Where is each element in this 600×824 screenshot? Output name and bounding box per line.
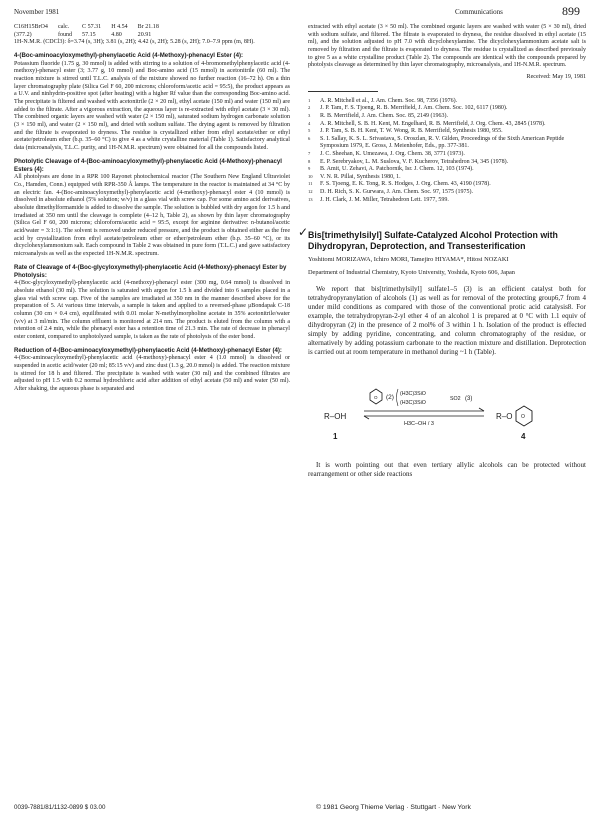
reference-text: B. Amit, U. Zehavi, A. Patchornik, Isr. J. Chem. 12, 103 (1974). [320, 166, 474, 173]
footer-code: 0039-7881/81/1132-0899 $ 03.00 [14, 804, 106, 811]
reference-number: 12 [308, 188, 313, 194]
article-abstract: We report that bis[trimethylsilyl] sulfate1–5 (3) is an efficient catalyst both for tetrahydropyranylation of alcohols (1) as well as for removal of the protecting group6,7 from 4 under mild conditions as compared with those of the conventional protic acid catalysis8. For example, the tetrahydropyran-2-yl ether 4 of an alcohol 1 is prepared at 0 °C with 1.1 equiv of dihydropyran (2) in the presence of 2 mol% of 3 within 1 h. Isolation of the product is effected simply by adding pyridine, concentrating, and column chromatography of the residue, or alternatively by adding potassium carbonate to the reaction mixture and distillation. Deprotection is carried out at room temperature in methanol during ~1 h (Table). [308, 285, 586, 357]
reference-text: F. S. Tjoeng, E. K. Tong, R. S. Hodges, J. Org. Chem. 43, 4190 (1978). [320, 181, 491, 188]
reference-text: J. P. Tam, S. B. H. Kent, T. W. Wong, R. B. Merrifield, Synthesis 1980, 955. [320, 128, 503, 135]
continued-text: extracted with ethyl acetate (3 × 50 ml). The combined organic layers are washed with water (5 × 30 ml), dried with sodium sulfate, and filtered. The filtrate is evaporated to dryness, the residue dissolved in ethyl acetate (15 ml), and the solution adjusted to pH 7.0 with dicyclohexylamine. The dicyclohexylammonium acetate salt is removed by filtration and the filtrate is evaporated to dryness. The residue is crystallized as described previously to give 5 as a white crystalline product (Table 2). The compounds are identical with the compounds prepared by photolysis cleavage as determined by thin layer chromatography, microanalysis, and 1H-N.M.R. spectrum. [308, 24, 586, 69]
analysis-calc-br: Br 21.18 [137, 24, 159, 30]
reference-text: A. R. Mitchell, S. B. H. Kent, M. Engelhard, R. B. Merrifield, J. Org. Chem. 43, 2845 (1978). [320, 120, 546, 127]
reference-text: R. B. Merrifield, J. Am. Chem. Soc. 85, 2149 (1963). [320, 113, 448, 119]
section-title-rate: Rate of Cleavage of 4-(Boc-glycyloxymethyl)-phenylacetic Acid (4-Methoxy)-phenacyl Ester by Photolysis: [14, 263, 287, 279]
reference-number: 9 [308, 166, 311, 172]
header-page-number: 899 [562, 4, 580, 18]
analysis-mw: (377.2) [14, 31, 32, 38]
scheme-so2: SO2 [450, 396, 461, 403]
references-rule [308, 91, 378, 92]
reaction-scheme-svg [308, 361, 586, 457]
scheme-silyl-top: (H3C)3SiO [400, 391, 426, 398]
article-authors: Yoshitomi MORIZAWA, Ichiro MORI, Tamejiro HIYAMA*, Hitosi NOZAKI [308, 255, 509, 263]
analysis-found-br: 20.91 [137, 31, 152, 38]
article-title-text: Bis[trimethylsilyl] Sulfate-Catalyzed Alcohol Protection with Dihydropyran, Deprotection, and Transesterification [308, 230, 558, 251]
analysis-found-h: 4.80 [111, 31, 122, 38]
footer-publisher: © 1981 Georg Thieme Verlag · Stuttgart · New York [316, 804, 471, 811]
analysis-calc-label: calc. [57, 24, 70, 30]
header-date: November 1981 [14, 8, 60, 16]
reference-item [308, 181, 586, 189]
section-body-reduction: 4-(Boc-aminoacyloxymethyl)-phenylacetic acid (4-methoxy)-phenacyl ester 4 (1.0 mmol) is dissolved or suspended in acetic acid/water (20 ml; 85:15 v/v) and zinc dust (1.3 g, 20.0 mmol) is added. The reaction mixture is stirred for 18 h and filtered. The precipitate is washed with water (30 ml) and the combined filtrates are adjusted to pH 1.5 with 0.2 normal hydrochloric acid after addition of ethyl acetate (50 ml) and water (50 ml). After shaking, the aqueous phase is separated and [14, 355, 290, 393]
reference-number: 6 [308, 135, 311, 141]
checkmark-icon: ✓ [298, 225, 309, 240]
product-ring-oxygen: O [521, 414, 525, 421]
scheme-reverse-conditions: H3C–OH / 3 [404, 421, 434, 428]
left-column [14, 24, 290, 394]
reference-text: J. C. Sheehan, K. Umezawa, J. Org. Chem. 38, 3771 (1973). [320, 150, 465, 157]
section-title-photolysis: Photolytic Cleavage of 4-(Boc-aminoacyloxymethyl)-phenylacetic Acid (4-Methoxy)-phenacyl Esters (4): [14, 157, 282, 173]
reference-list [308, 98, 586, 204]
received-date: Received: May 19, 1981 [526, 74, 586, 81]
reference-item [308, 189, 586, 197]
reference-text: D. H. Rich, S. K. Gurwara, J. Am. Chem. Soc. 97, 1575 (1975). [320, 188, 473, 195]
reference-number: 1 [308, 97, 311, 103]
reference-number: 3 [308, 113, 311, 118]
scheme-reagent-2: (2) [386, 394, 394, 402]
reference-item [308, 136, 586, 151]
section-title-reduction: Reduction of 4-(Boc-aminoacyloxymethyl)-phenylacetic Acid (4-Methoxy)-phenacyl Ester (4): [14, 346, 282, 354]
section-body-photolysis: All photolyses are done in a RPR 100 Rayonet photochemical reactor (The Southern New England Ultraviolet Co., Hamden, Conn.) equipped with RPR-350 Å lamps. The temperature in the reactor is maintained at 34 °C by an electric fan. 4-(Boc-aminoacyloxymethyl)-phenylacetic acid (4-methoxy)-phenacyl ester 4 (10 mmol) is dissolved in absolute ethanol (5% solution; w/v) in a glass vial with screw cap. For some amino acid derivatives, absolute dimethylformamide is added to dissolve the sample. The solution is bubbled with dry argon for 1.5 h and irradiated at 350 nm until the cleavage is complete (4–12 h, Table 2), as shown by thin layer chromatography (Silica Gel F 60, 200 microns; chloroform/acetic acid = 95:5, except for arginine derivative: n-butanol/acetic acid/water = 3:1:1). The solvent is removed under reduced pressure, and the product is obtained either as the free acid by crystallization from ethyl acetate/petroleum ether or ether/petroleum ether (b.p. 35–60 °C), or its dicyclohexylammonium salt. Each compound in Table 2 was obtained in pure form (T.L.C.) and gave satisfactory microanalysis as well as the expected 1H-N.M.R. spectrum. [14, 174, 290, 258]
section-title-synthesis: 4-(Boc-aminoacyloxymethyl)-phenylacetic Acid (4-Methoxy)-phenacyl Ester (4): [14, 51, 244, 59]
reference-number: 5 [308, 128, 311, 134]
scheme-product-number: 4 [521, 432, 526, 442]
reference-item [308, 151, 586, 159]
analysis-found-c: 57.15 [82, 31, 96, 38]
reference-number: 7 [308, 150, 311, 156]
bracket-left [397, 389, 399, 406]
analysis-formula: C16H15BrO4 [14, 24, 48, 30]
reverse-arrowhead [364, 416, 369, 419]
reference-item [308, 128, 586, 136]
scheme-silyl-bottom: (H3C)3SiO [400, 400, 426, 407]
elemental-analysis [14, 24, 169, 39]
section-body-synthesis: Potassium fluoride (1.75 g, 30 mmol) is added with stirring to a solution of 4-bromomethylphenylacetic acid (4-methoxy)-phenacyl ester (3; 3.77 g, 10 mmol) and Boc-amino acid (15 mmol) in acetonitrile (60 ml). The reaction mixture is stirred until T.L.C. analysis of the mixture showed no further reaction (16–72 h). On a thin layer chromatography plate (Silica Gel F 60, 200 microns; chloroform/acetic acid = 95:5), the product appears as a U.V. and ninhydrin-positive spot (after heating) with a higher Rf value than the corresponding Boc-amino acid. The precipitate is filtered and washed with acetonitrile (2 × 20 ml), ethyl acetate (150 ml) and water (150 ml) are added to the filtrate. After a vigorous extraction, the aqueous layer is re-extracted with ethyl acetate (3 × 30 ml). The combined organic layers are washed with water (2 × 150 ml), saturated sodium hydrogen carbonate solution (3 × 150 ml), and water (2 × 150 ml), and dried with sodium sulfate. The drying agent is removed by filtration and the filtrate is evaporated to dryness. The residue is crystallized either from ethyl acetate/ether or ethyl acetate/petroleum ether (b.p. 35–60 °C) to give 4 as a white crystalline material (Table 1). Satisfactory analytical data (microanalysis, T.L.C. purity, and 1H-N.M.R. spectrum) were obtained for all the compounds listed. [14, 60, 290, 152]
reference-text: A. R. Mitchell et al., J. Am. Chem. Soc. 98, 7356 (1976). [320, 97, 458, 104]
reference-text: J. P. Tam, F. S. Tjoeng, R. B. Merrifield, J. Am. Chem. Soc. 102, 6117 (1980). [320, 105, 508, 112]
analysis-calc-c: C 57.31 [82, 24, 102, 30]
nmr-data: 1H-N.M.R. (CDCl3): δ=3.74 (s, 3H); 3.81 (s, 2H); 4.42 (s, 2H); 5.28 (s, 2H); 7.0–7.9 ppm (m, 8H). [14, 39, 255, 46]
reference-number: 4 [308, 120, 311, 126]
reference-number: 8 [308, 158, 311, 164]
reference-item [308, 105, 586, 113]
article-title [298, 225, 586, 251]
scheme-product: R–O [496, 412, 513, 422]
reference-number: 11 [308, 181, 313, 187]
right-column [298, 24, 586, 479]
scheme-reagent-3: (3) [465, 396, 473, 403]
forward-arrowhead [479, 408, 484, 411]
reference-text: J. H. Clark, J. M. Miller, Tetrahedron Lett. 1977, 599. [320, 196, 449, 203]
scheme-reactant-number: 1 [333, 432, 338, 442]
reference-text: V. N. R. Pillai, Synthesis 1980, 1. [320, 173, 401, 180]
reference-number: 10 [308, 173, 313, 179]
reference-number: 2 [308, 105, 311, 111]
analysis-found-label: found [57, 31, 73, 38]
reaction-scheme [308, 361, 586, 457]
article-affiliation: Department of Industrial Chemistry, Kyoto University, Yoshida, Kyoto 606, Japan [308, 268, 515, 276]
analysis-calc-h: H 4.54 [111, 24, 128, 30]
reference-text: S. I. Sallay, K. S. L. Srivastava, S. Oroszlan, R. V. Gilden, Proceedings of the Sixth American Peptide Symposium 1979, E. Gross, J. Meienhofer, Eds., pp. 377-381. [320, 135, 565, 150]
reference-item [308, 166, 586, 174]
scheme-reactant: R–OH [324, 412, 347, 422]
reference-text: E. P. Serebryakov, L. M. Suslova, V. F. Kucherov, Tetrahedron 34, 345 (1978). [320, 158, 509, 165]
ring-oxygen: O [374, 395, 378, 401]
reference-item [308, 113, 586, 121]
article-text-continued: It is worth pointing out that even tertiary allylic alcohols can be protected without rearrangement or other side reactions [308, 461, 586, 479]
section-body-rate: 4-(Boc-glycyloxymethyl)-phenylacetic acid (4-methoxy)-phenacyl ester (300 mg, 0.64 mmol) is dissolved in absolute ethanol (30 ml). The solution is saturated with argon for 1.5 h and divided into 6 samples placed in a glass vial with screw cap. Five of the samples are irradiated at 350 nm in the manner described above for the preparation of 5. At various time intervals, a sample is taken and applied to a reversed-phase μBondapak C-18 column (30 cm × 0.4 cm), equilibrated with 0.01 molar N-methylmorpholine acetate in 35% acetonitrile/water (v/v) at 3 ml/min. The column effluent is monitored at 214 nm. The product is eluted from the column with a retention of 2.4 min, while the phenacyl ester has a retention time of 21.3 min. The rate of decrease in phenacyl ester content, compared to unphotolyzed sample, is taken as the rate of photolysis of the ester bond. [14, 280, 290, 341]
reference-item [308, 197, 586, 205]
header-journal: Communications [455, 8, 503, 16]
reference-number: 13 [308, 196, 313, 202]
